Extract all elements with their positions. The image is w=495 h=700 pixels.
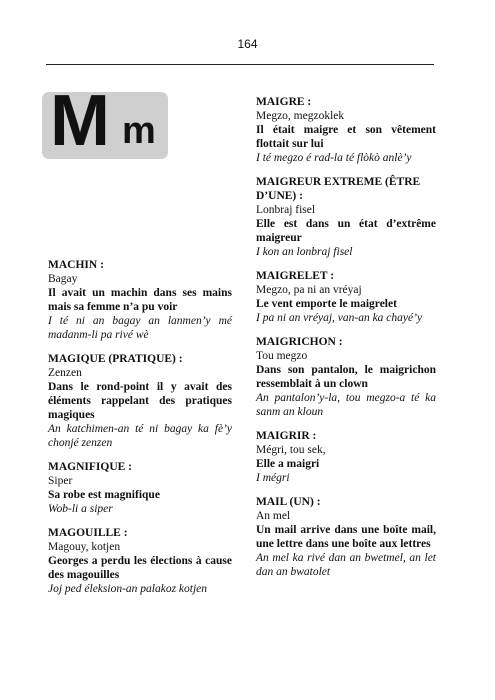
entry [48, 460, 232, 516]
entry [256, 95, 436, 165]
entry-example-creole: I té ni an bagay an lanmen’y mé madanm-li pa rivé wè [48, 315, 232, 341]
entry-example-french: Dans son pantalon, le maigrichon ressemblait à un clown [256, 364, 436, 390]
entry-example-french: Elle a maigri [256, 458, 320, 470]
entry-example-creole: I mégri [256, 472, 290, 484]
entry [256, 495, 436, 579]
entry-example-creole: I kon an lonbraj fisel [256, 246, 353, 258]
entry [48, 258, 232, 342]
entry [256, 335, 436, 419]
entry-translation: An mel [256, 510, 291, 522]
entry-translation: Lonbraj fisel [256, 204, 316, 216]
entry-example-french: Georges a perdu les élections à cause des magouilles [48, 555, 232, 581]
entry-example-french: Il était maigre et son vêtement flottait sur lui [256, 124, 436, 150]
entry-example-french: Sa robe est magnifique [48, 489, 160, 501]
entry-headword: MAIL (UN) : [256, 496, 321, 508]
entry-headword: MAIGRICHON : [256, 336, 343, 348]
entry-example-french: Un mail arrive dans une boîte mail, une lettre dans une boîte aux lettres [256, 524, 436, 550]
entry-headword: MAIGRELET : [256, 270, 335, 282]
entry-example-french: Il avait un machin dans ses mains mais sa femme n’a pu voir [48, 287, 232, 313]
section-letter-lower: m [122, 110, 156, 152]
entry-example-creole: I pa ni an vréyaj, van-an ka chayé’y [256, 312, 423, 324]
entry-example-french: Le vent emporte le maigrelet [256, 298, 397, 310]
entry-headword: MAGOUILLE : [48, 527, 128, 539]
entry-headword: MACHIN : [48, 259, 104, 271]
entry [256, 429, 436, 485]
entry-translation: Megzo, pa ni an vréyaj [256, 284, 362, 296]
entry-headword: MAIGREUR EXTREME (ÊTRE D’UNE) : [256, 176, 421, 202]
right-column [256, 95, 436, 589]
entry-example-creole: An katchimen-an té ni bagay ka fè’y chonjé zenzen [48, 423, 232, 449]
section-letter-upper: M [50, 81, 110, 161]
entry-translation: Bagay [48, 273, 78, 285]
entry-translation: Tou megzo [256, 350, 308, 362]
entry [48, 352, 232, 450]
entry-translation: Zenzen [48, 367, 82, 379]
entry-translation: Siper [48, 475, 73, 487]
entry-headword: MAIGRIR : [256, 430, 317, 442]
header-rule [46, 64, 434, 65]
entry-translation: Megzo, megzoklek [256, 110, 345, 122]
entry-example-creole: Joj ped éleksion-an palakoz kotjen [48, 583, 208, 595]
entry-headword: MAGNIFIQUE : [48, 461, 133, 473]
entry-headword: MAIGRE : [256, 96, 312, 108]
entry [256, 269, 436, 325]
entry-translation: Magouy, kotjen [48, 541, 121, 553]
entry-example-french: Elle est dans un état d’extrême maigreur [256, 218, 436, 244]
entry [256, 175, 436, 259]
entry-example-creole: I té megzo é rad-la té flòkò anlè’y [256, 152, 412, 164]
entry-translation: Mégri, tou sek, [256, 444, 326, 456]
entry-example-creole: An pantalon’y-la, tou megzo-a té ka sanm an kloun [256, 392, 436, 418]
left-column [48, 258, 232, 606]
entry-example-creole: Wob-li a siper [48, 503, 113, 515]
entry [48, 526, 232, 596]
section-letter-box [42, 81, 168, 161]
page-number: 164 [237, 37, 258, 51]
entry-example-creole: An mel ka rivé dan an bwetmel, an let dan an bwatolet [256, 552, 436, 578]
entry-example-french: Dans le rond-point il y avait des éléments rappelant des pratiques magiques [48, 381, 232, 421]
entry-headword: MAGIQUE (PRATIQUE) : [48, 353, 183, 365]
